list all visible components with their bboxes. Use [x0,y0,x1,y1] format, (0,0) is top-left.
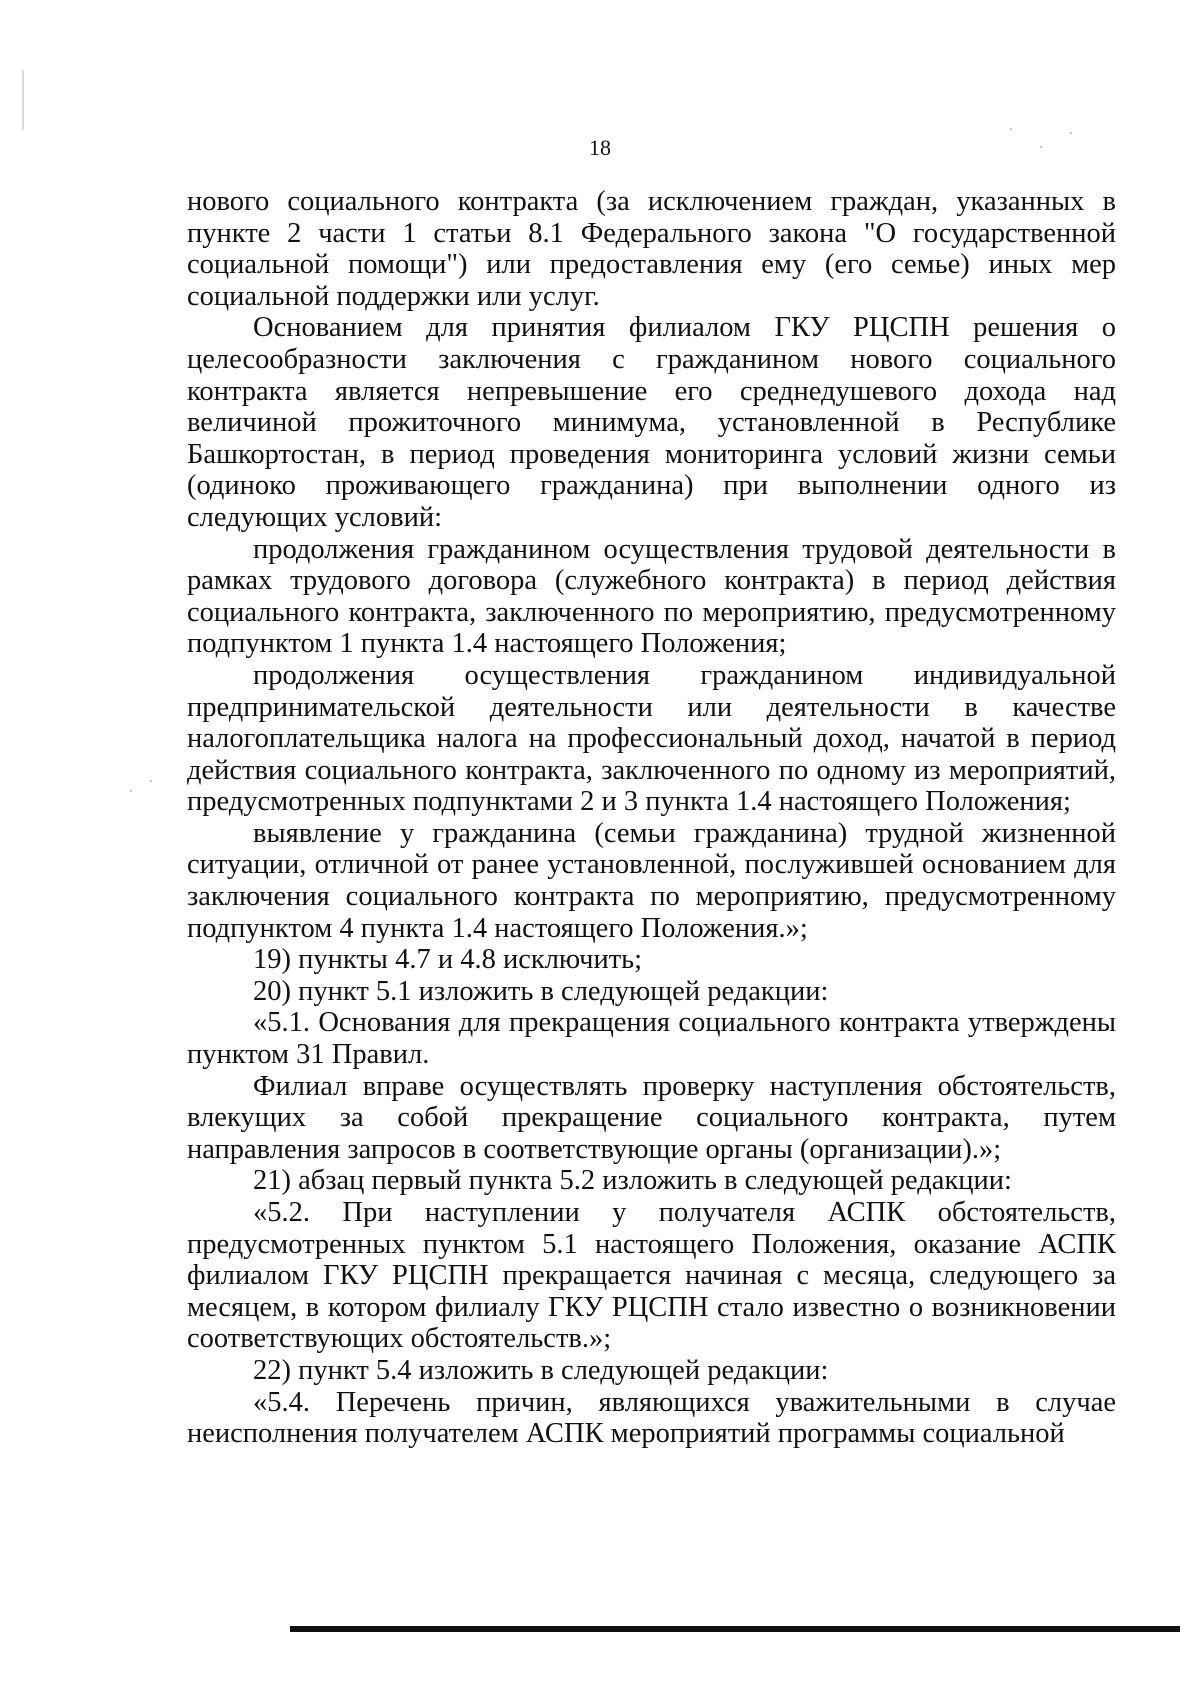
scan-speck [130,790,132,792]
paragraph: Филиал вправе осуществлять проверку наступления обстоятельств, влекущих за собой прекращение социального контракта, путем направления запросов в соответствующие органы (организации).»; [187,1070,1116,1165]
scan-edge-mark [22,70,24,130]
paragraph: продолжения осуществления гражданином индивидуальной предпринимательской деятельности или деятельности в качестве налогоплательщика налога на профессиональный доход, начатой в период действия социального контракта, заключенного по одному из мероприятий, предусмотренных подпунктами 2 и 3 пункта 1.4 настоящего Положения; [187,659,1116,818]
paragraph: продолжения гражданином осуществления трудовой деятельности в рамках трудового договора (служебного контракта) в период действия социального контракта, заключенного по мероприятию, предусмотренному подпунктом 1 пункта 1.4 настоящего Положения; [187,533,1116,660]
paragraph: «5.1. Основания для прекращения социального контракта утверждены пунктом 31 Правил. [187,1007,1116,1071]
scan-speck [150,780,152,782]
paragraph: 19) пункты 4.7 и 4.8 исключить; [253,944,643,976]
paragraph: «5.2. При наступлении у получателя АСПК обстоятельств, предусмотренных пунктом 5.1 настоящего Положения, оказание АСПК филиалом ГКУ РЦСПН прекращается начиная с месяца, следующего за месяцем, в котором филиалу ГКУ РЦСПН стало известно о возникновении соответствующих обстоятельств.»; [187,1197,1116,1355]
paragraph: «5.4. Перечень причин, являющихся уважительными в случае неисполнения получателем АСПК мероприятий программы социальной [187,1386,1116,1450]
paragraph: 21) абзац первый пункта 5.2 изложить в следующей редакции: [253,1165,1012,1197]
paragraph: Основанием для принятия филиалом ГКУ РЦСПН решения о целесообразности заключения с гражданином нового социального контракта является непревышение его среднедушевого дохода над величиной прожиточного минимума, установленной в Республике Башкортостан, в период проведения мониторинга условий жизни семьи (одиноко проживающего гражданина) при выполнении одного из следующих условий: [187,312,1116,533]
paragraph: нового социального контракта (за исключением граждан, указанных в пункте 2 части 1 статьи 8.1 Федерального закона "О государственной социальной помощи") или предоставления ему (его семье) иных мер социальной поддержки или услуг. [187,186,1116,312]
paragraph: выявление у гражданина (семьи гражданина) трудной жизненной ситуации, отличной от ранее установленной, послужившей основанием для заключения социального контракта по мероприятию, предусмотренному подпунктом 4 пункта 1.4 настоящего Положения.»; [187,817,1116,944]
bottom-rule [290,1626,1180,1632]
document-body [187,186,1116,1450]
paragraph: 22) пункт 5.4 изложить в следующей редакции: [253,1354,829,1386]
paragraph: 20) пункт 5.1 изложить в следующей редакции: [253,975,829,1007]
scan-speck [1010,128,1012,130]
page-number: 18 [589,135,611,160]
